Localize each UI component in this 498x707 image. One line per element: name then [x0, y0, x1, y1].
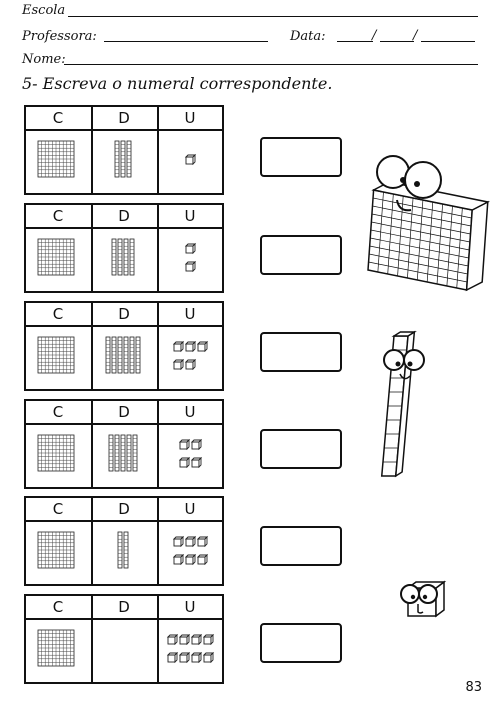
tens-header: D: [118, 500, 130, 518]
instruction: 5- Escreva o numeral correspondente.: [22, 74, 333, 93]
ten-rods-icon: [118, 532, 128, 568]
tens-header: D: [118, 109, 130, 127]
ten-rod-character-icon: [380, 330, 440, 480]
tens-header: D: [118, 305, 130, 323]
answer-box[interactable]: [260, 235, 342, 275]
ten-rods-icon: [115, 141, 131, 177]
hundreds-header: C: [52, 598, 64, 616]
hundreds-header: C: [52, 109, 64, 127]
base-ten-blocks: [26, 520, 222, 584]
hundred-flat-icon: [38, 239, 74, 275]
answer-box[interactable]: [260, 623, 342, 663]
base-ten-blocks: [26, 227, 222, 291]
unit-cubes-icon: [186, 155, 195, 164]
hundred-block-character-icon: [345, 150, 495, 300]
units-header: U: [184, 598, 196, 616]
tens-header: D: [118, 598, 130, 616]
hundred-flat-icon: [38, 435, 74, 471]
tens-header: D: [118, 403, 130, 421]
unit-cubes-icon: [180, 440, 201, 467]
units-header: U: [184, 500, 196, 518]
teacher-field[interactable]: [104, 41, 268, 42]
hundreds-header: C: [52, 207, 64, 225]
unit-cubes-icon: [174, 537, 207, 564]
date-separator: /: [413, 28, 418, 43]
units-header: U: [184, 207, 196, 225]
unit-cubes-icon: [174, 342, 207, 369]
page-number: 83: [465, 680, 482, 695]
school-field[interactable]: [68, 16, 478, 17]
units-header: U: [184, 109, 196, 127]
unit-cube-character-icon: [398, 578, 450, 622]
ten-rods-icon: [106, 337, 140, 373]
school-label: Escola: [22, 3, 66, 18]
date-separator: /: [372, 28, 377, 43]
base-ten-blocks: [26, 325, 222, 389]
answer-box[interactable]: [260, 332, 342, 372]
base-ten-blocks: [26, 129, 222, 193]
date-year-field[interactable]: [421, 41, 475, 42]
base-ten-blocks: [26, 423, 222, 487]
place-value-table: [24, 399, 224, 489]
date-day-field[interactable]: [337, 41, 373, 42]
ten-rods-icon: [109, 435, 137, 471]
place-value-table: [24, 203, 224, 293]
answer-box[interactable]: [260, 137, 342, 177]
hundreds-header: C: [52, 305, 64, 323]
place-value-table: [24, 594, 224, 684]
base-ten-blocks: [26, 618, 222, 682]
place-value-table: [24, 105, 224, 195]
unit-cubes-icon: [186, 244, 195, 271]
place-value-table: [24, 301, 224, 391]
answer-box[interactable]: [260, 429, 342, 469]
name-label: Nome:: [22, 52, 66, 67]
name-field[interactable]: [64, 64, 478, 65]
units-header: U: [184, 403, 196, 421]
place-value-table: [24, 496, 224, 586]
hundred-flat-icon: [38, 337, 74, 373]
hundreds-header: C: [52, 500, 64, 518]
date-month-field[interactable]: [380, 41, 414, 42]
unit-cubes-icon: [168, 635, 213, 662]
date-label: Data:: [290, 29, 326, 44]
teacher-label: Professora:: [22, 29, 97, 44]
tens-header: D: [118, 207, 130, 225]
answer-box[interactable]: [260, 526, 342, 566]
hundred-flat-icon: [38, 141, 74, 177]
hundred-flat-icon: [38, 630, 74, 666]
ten-rods-icon: [112, 239, 134, 275]
units-header: U: [184, 305, 196, 323]
hundred-flat-icon: [38, 532, 74, 568]
hundreds-header: C: [52, 403, 64, 421]
